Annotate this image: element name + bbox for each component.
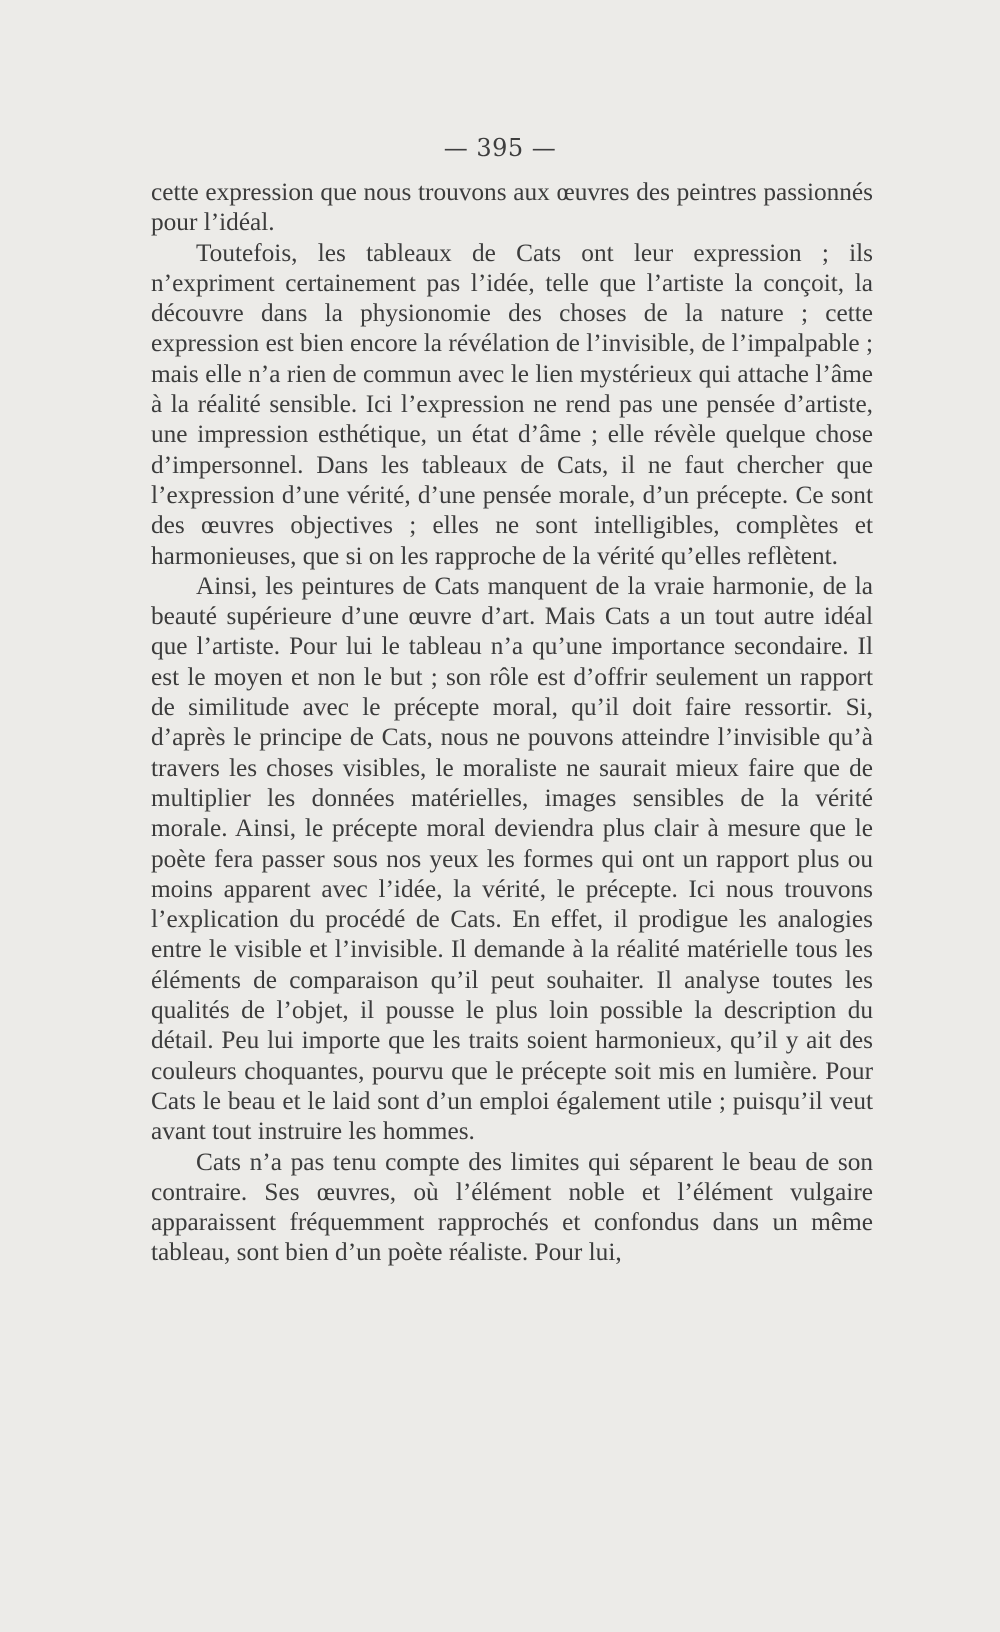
- paragraph-3: Ainsi, les peintures de Cats manquent de la vraie harmonie, de la beauté supérieure d’une œuvre d’art. Mais Cats a un tout autre idéal que l’artiste. Pour lui le tableau n’a qu’une importance secondaire. Il est le moyen et non le but ; son rôle est d’offrir seulement un rapport de similitude avec le précepte moral, qu’il doit faire ressortir. Si, d’après le principe de Cats, nous ne pouvons atteindre l’invisible qu’à travers les choses visibles, le moraliste ne saurait mieux faire que de multiplier les données matérielles, images sensibles de la vérité morale. Ainsi, le précepte moral deviendra plus clair à mesure que le poète fera passer sous nos yeux les formes qui ont un rapport plus ou moins apparent avec l’idée, la vérité, le précepte. Ici nous trouvons l’explication du procédé de Cats. En effet, il prodigue les analogies entre le visible et l’invisible. Il demande à la réalité matérielle tous les éléments de comparaison qu’il peut souhaiter. Il analyse toutes les qualités de l’objet, il pousse le plus loin possible la description du détail. Peu lui importe que les traits soient harmonieux, qu’il y ait des couleurs choquantes, pourvu que le précepte soit mis en lumière. Pour Cats le beau et le laid sont d’un emploi également utile ; puisqu’il veut avant tout instruire les hommes.: [151, 571, 873, 1146]
- body-text: [151, 177, 873, 1268]
- page-number: — 395 —: [443, 134, 557, 162]
- paragraph-1: cette expression que nous trouvons aux œuvres des peintres passionnés pour l’idéal.: [151, 178, 873, 237]
- paragraph-2: Toutefois, les tableaux de Cats ont leur expression ; ils n’expriment certainement pas l’idée, telle que l’artiste la conçoit, la découvre dans la physionomie des choses de la nature ; cette expression est bien encore la révélation de l’invisible, de l’impalpable ; mais elle n’a rien de commun avec le lien mystérieux qui attache l’âme à la réalité sensible. Ici l’expression ne rend pas une pensée d’artiste, une impression esthétique, un état d’âme ; elle révèle quelque chose d’impersonnel. Dans les tableaux de Cats, il ne faut chercher que l’expression d’une vérité, d’une pensée morale, d’un précepte. Ce sont des œuvres objectives ; elles ne sont intelligibles, complètes et harmonieuses, que si on les rapproche de la vérité qu’elles reflètent.: [151, 238, 873, 570]
- paragraph-4: Cats n’a pas tenu compte des limites qui séparent le beau de son contraire. Ses œuvres, où l’élément noble et l’élément vulgaire apparaissent fréquemment rapprochés et confondus dans un même tableau, sont bien d’un poète réaliste. Pour lui,: [151, 1147, 873, 1267]
